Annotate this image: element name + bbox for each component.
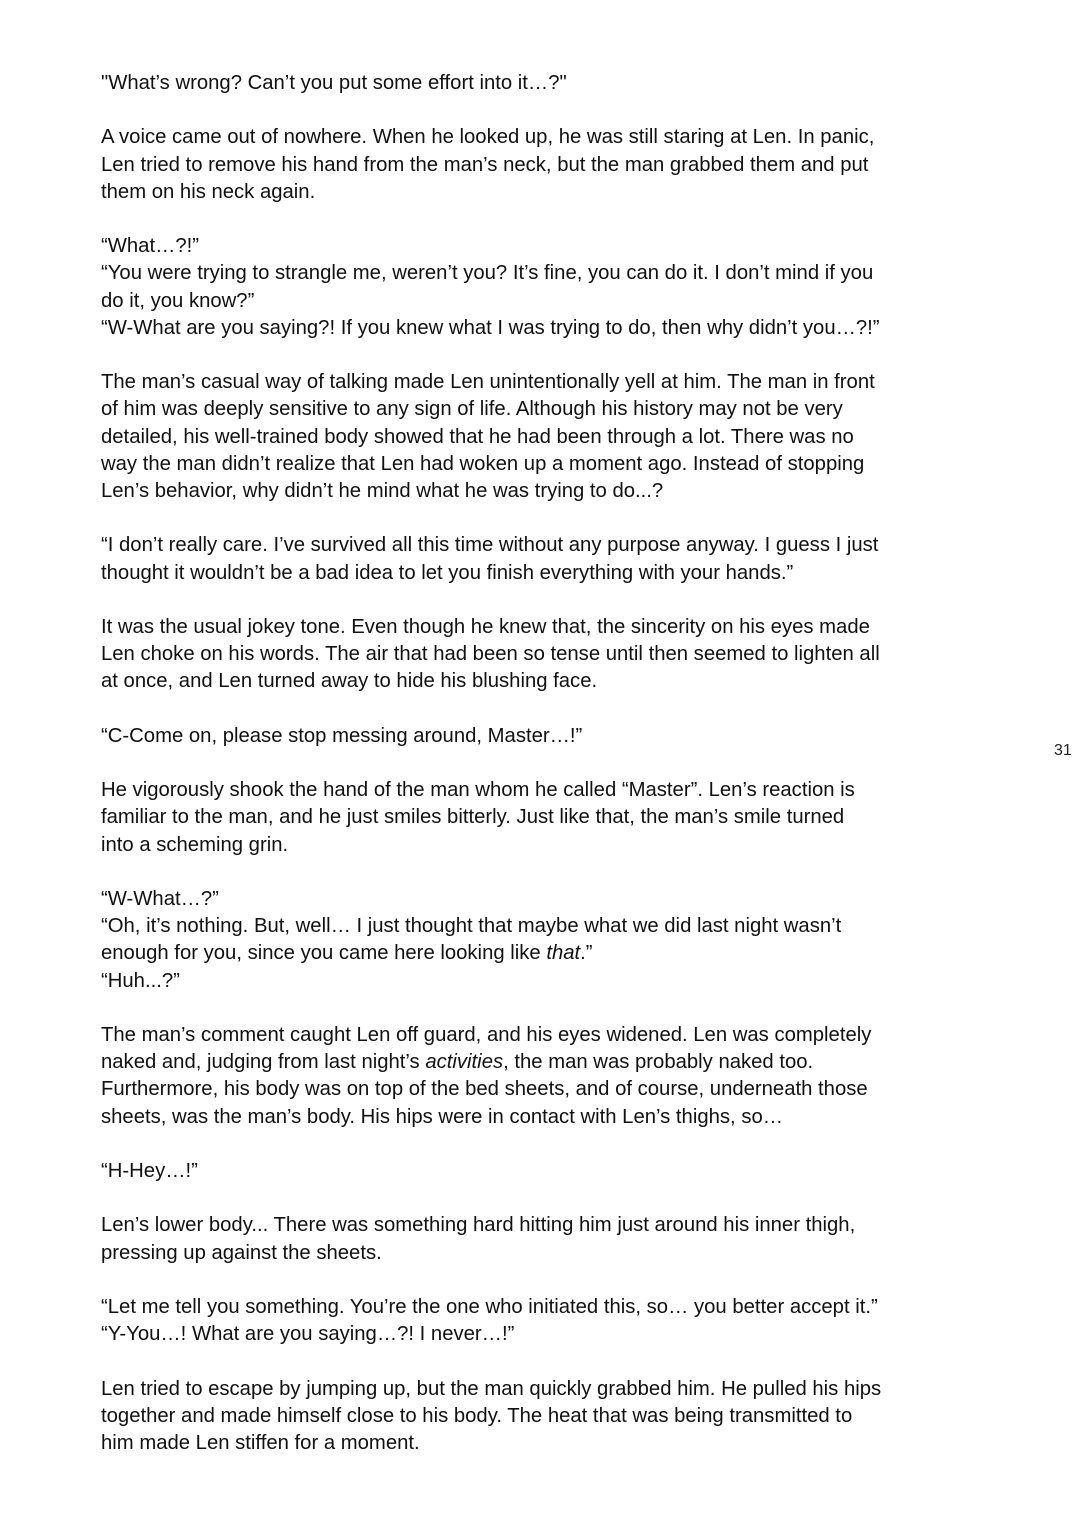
paragraph	[101, 723, 881, 750]
text-segment: “W-What…?”	[101, 887, 219, 910]
paragraph	[101, 1212, 881, 1266]
text-segment: Len tried to escape by jumping up, but the man quickly grabbed him. He pulled his hips	[101, 1377, 882, 1400]
text-segment: .”	[580, 942, 593, 965]
text-segment: Len’s behavior, why didn’t he mind what he was trying to do...?	[101, 480, 664, 502]
text-segment: do it, you know?”	[101, 289, 255, 312]
text-line	[101, 124, 881, 151]
text-line	[101, 451, 881, 478]
text-line	[101, 233, 881, 260]
paragraph	[101, 532, 881, 586]
text-segment: It was the usual jokey tone. Even though he knew that, the sincerity on his eyes made	[101, 615, 870, 638]
text-line	[101, 832, 881, 859]
text-segment: “You were trying to strangle me, weren’t you? It’s fine, you can do it. I don’t mind if you	[101, 262, 874, 285]
paragraph	[101, 1158, 881, 1185]
page-number: 31	[1054, 742, 1072, 759]
text-segment: “C-Come on, please stop messing around, Master…!”	[101, 724, 583, 747]
text-line	[101, 641, 881, 668]
text-line	[101, 777, 881, 804]
paragraph	[101, 777, 881, 859]
text-line	[101, 1049, 881, 1076]
text-segment: He vigorously shook the hand of the man whom he called “Master”. Len’s reaction is	[101, 779, 855, 802]
text-line	[101, 1104, 881, 1131]
text-segment: Len’s lower body... There was something hard hitting him just around his inner thigh,	[101, 1214, 856, 1237]
text-line	[101, 1158, 881, 1185]
text-line	[101, 1240, 881, 1267]
text-segment: him made Len stiffen for a moment.	[101, 1431, 420, 1454]
text-line	[101, 179, 881, 206]
paragraph	[101, 233, 881, 342]
text-line	[101, 614, 881, 641]
text-segment: “What…?!”	[101, 235, 200, 258]
text-line	[101, 804, 881, 831]
text-segment: at once, and Len turned away to hide his blushing face.	[101, 670, 598, 693]
text-segment: enough for you, since you came here looking like	[101, 942, 547, 965]
text-segment: The man’s casual way of talking made Len unintentionally yell at him. The man in front	[101, 371, 875, 394]
text-line	[101, 478, 881, 505]
text-line	[101, 913, 881, 940]
text-line	[101, 532, 881, 559]
text-segment: "What’s wrong? Can’t you put some effort into it…?"	[101, 72, 567, 94]
text-segment: them on his neck again.	[101, 180, 316, 203]
text-segment: thought it wouldn’t be a bad idea to let you finish everything with your hands.”	[101, 561, 794, 584]
text-line	[101, 1430, 881, 1457]
text-segment: The man’s comment caught Len off guard, and his eyes widened. Len was completely	[101, 1023, 872, 1046]
paragraph	[101, 70, 881, 97]
italic-text: activities	[425, 1051, 504, 1074]
text-segment: A voice came out of nowhere. When he looked up, he was still staring at Len. In panic,	[101, 126, 875, 149]
paragraph	[101, 369, 881, 505]
text-segment: into a scheming grin.	[101, 833, 289, 856]
text-line	[101, 315, 881, 342]
text-segment: detailed, his well-trained body showed that he had been through a lot. There was no	[101, 425, 854, 448]
text-line	[101, 70, 881, 97]
text-segment: “I don’t really care. I’ve survived all this time without any purpose anyway. I guess I just	[101, 534, 879, 557]
text-segment: way the man didn’t realize that Len had woken up a moment ago. Instead of stopping	[101, 452, 865, 475]
text-line	[101, 723, 881, 750]
text-line	[101, 288, 881, 315]
text-segment: “Let me tell you something. You’re the one who initiated this, so… you better accept it.”	[101, 1295, 878, 1318]
text-segment: familiar to the man, and he just smiles bitterly. Just like that, the man’s smile turned	[101, 806, 845, 829]
paragraph	[101, 1022, 881, 1131]
paragraph	[101, 1376, 881, 1458]
text-line	[101, 886, 881, 913]
paragraph	[101, 886, 881, 995]
text-segment: “Oh, it’s nothing. But, well… I just thought that maybe what we did last night wasn’t	[101, 915, 842, 938]
text-line	[101, 1022, 881, 1049]
text-line	[101, 260, 881, 287]
text-segment: together and made himself close to his body. The heat that was being transmitted to	[101, 1404, 853, 1427]
text-line	[101, 1376, 881, 1403]
text-line	[101, 1403, 881, 1430]
text-segment: “H-Hey…!”	[101, 1159, 198, 1182]
text-line	[101, 668, 881, 695]
italic-text: that	[546, 942, 581, 965]
text-line	[101, 396, 881, 423]
page-body-text	[101, 70, 881, 1484]
paragraph	[101, 614, 881, 696]
text-segment: “Y-You…! What are you saying…?! I never…!”	[101, 1323, 515, 1346]
text-line	[101, 1212, 881, 1239]
text-segment: , the man was probably naked too.	[503, 1051, 814, 1074]
text-segment: naked and, judging from last night’s	[101, 1051, 426, 1074]
text-line	[101, 1294, 881, 1321]
text-segment: “W-What are you saying?! If you knew what I was trying to do, then why didn’t you…?!”	[101, 316, 880, 339]
paragraph	[101, 1294, 881, 1348]
text-line	[101, 152, 881, 179]
text-line	[101, 424, 881, 451]
paragraph	[101, 124, 881, 206]
text-segment: of him was deeply sensitive to any sign of life. Although his history may not be very	[101, 398, 843, 421]
text-segment: Len tried to remove his hand from the man’s neck, but the man grabbed them and put	[101, 153, 869, 176]
text-segment: “Huh...?”	[101, 969, 180, 992]
text-line	[101, 1076, 881, 1103]
text-line	[101, 940, 881, 967]
text-segment: Len choke on his words. The air that had been so tense until then seemed to lighten all	[101, 643, 880, 666]
text-line	[101, 560, 881, 587]
text-line	[101, 968, 881, 995]
text-line	[101, 369, 881, 396]
text-segment: Furthermore, his body was on top of the bed sheets, and of course, underneath those	[101, 1078, 868, 1101]
text-segment: pressing up against the sheets.	[101, 1241, 382, 1264]
text-line	[101, 1321, 881, 1348]
text-segment: sheets, was the man’s body. His hips were in contact with Len’s thighs, so…	[101, 1105, 784, 1128]
